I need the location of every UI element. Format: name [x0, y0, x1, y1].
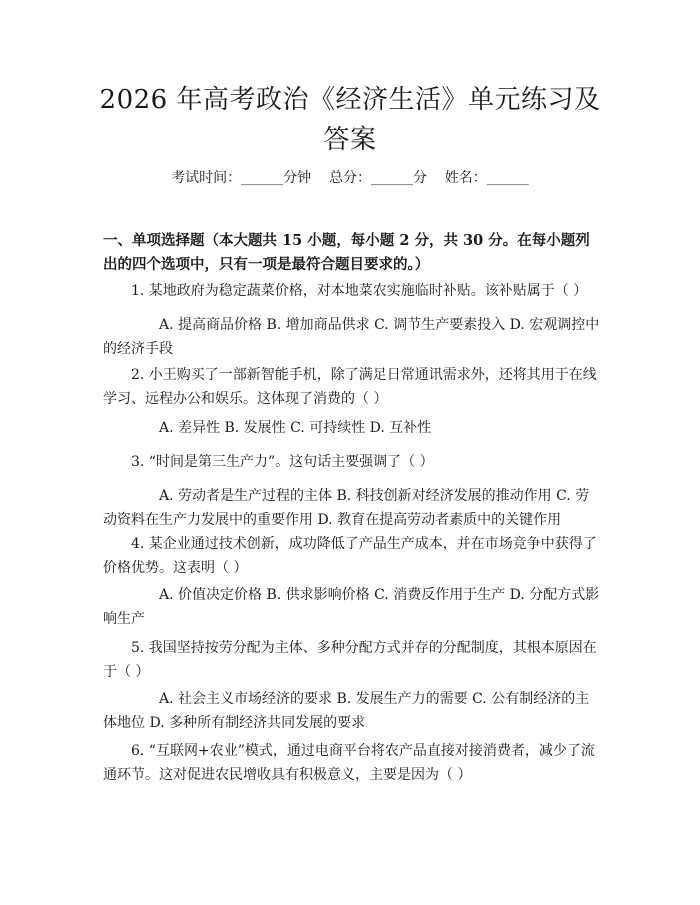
- question-2-options: A. 差异性 B. 发展性 C. 可持续性 D. 互补性: [159, 420, 432, 436]
- section-heading: 一、单项选择题（本大题共 15 小题，每小题 2 分，共 30 分。在每小题列出的四个选项中，只有一项是最符合题目要求的。）: [103, 232, 590, 273]
- question-3-options: A. 劳动者是生产过程的主体 B. 科技创新对经济发展的推动作用 C. 劳动资料在生产力发展中的重要作用 D. 教育在提高劳动者素质中的关键作用: [103, 488, 590, 528]
- document-title: 2026 年高考政治《经济生活》单元练习及答案: [99, 85, 601, 155]
- question-2-stem: 2. 小王购买了一部新智能手机，除了满足日常通讯需求外，还将其用于在线学习、远程办公和娱乐。这体现了消费的（ ）: [103, 367, 597, 407]
- exam-info-line: 考试时间：______分钟 总分：______分 姓名：______: [171, 170, 529, 186]
- question-5-stem: 5. 我国坚持按劳分配为主体、多种分配方式并存的分配制度，其根本原因在于（ ）: [103, 640, 597, 680]
- question-5-options: A. 社会主义市场经济的要求 B. 发展生产力的需要 C. 公有制经济的主体地位 D. 多种所有制经济共同发展的要求: [103, 691, 590, 731]
- question-4-options: A. 价值决定价格 B. 供求影响价格 C. 消费反作用于生产 D. 分配方式影响生产: [103, 587, 600, 627]
- question-3-stem: 3. “时间是第三生产力”。这句话主要强调了（ ）: [131, 454, 434, 470]
- question-4-stem: 4. 某企业通过技术创新，成功降低了产品生产成本，并在市场竞争中获得了价格优势。这表明（ ）: [103, 536, 597, 576]
- question-1-stem: 1. 某地政府为稳定蔬菜价格，对本地菜农实施临时补贴。该补贴属于（ ）: [131, 283, 588, 299]
- question-6-stem: 6. “互联网+农业”模式，通过电商平台将农产品直接对接消费者，减少了流通环节。这对促进农民增收具有积极意义，主要是因为（ ）: [103, 743, 595, 783]
- question-1-options: A. 提高商品价格 B. 增加商品供求 C. 调节生产要素投入 D. 宏观调控中的经济手段: [103, 317, 600, 357]
